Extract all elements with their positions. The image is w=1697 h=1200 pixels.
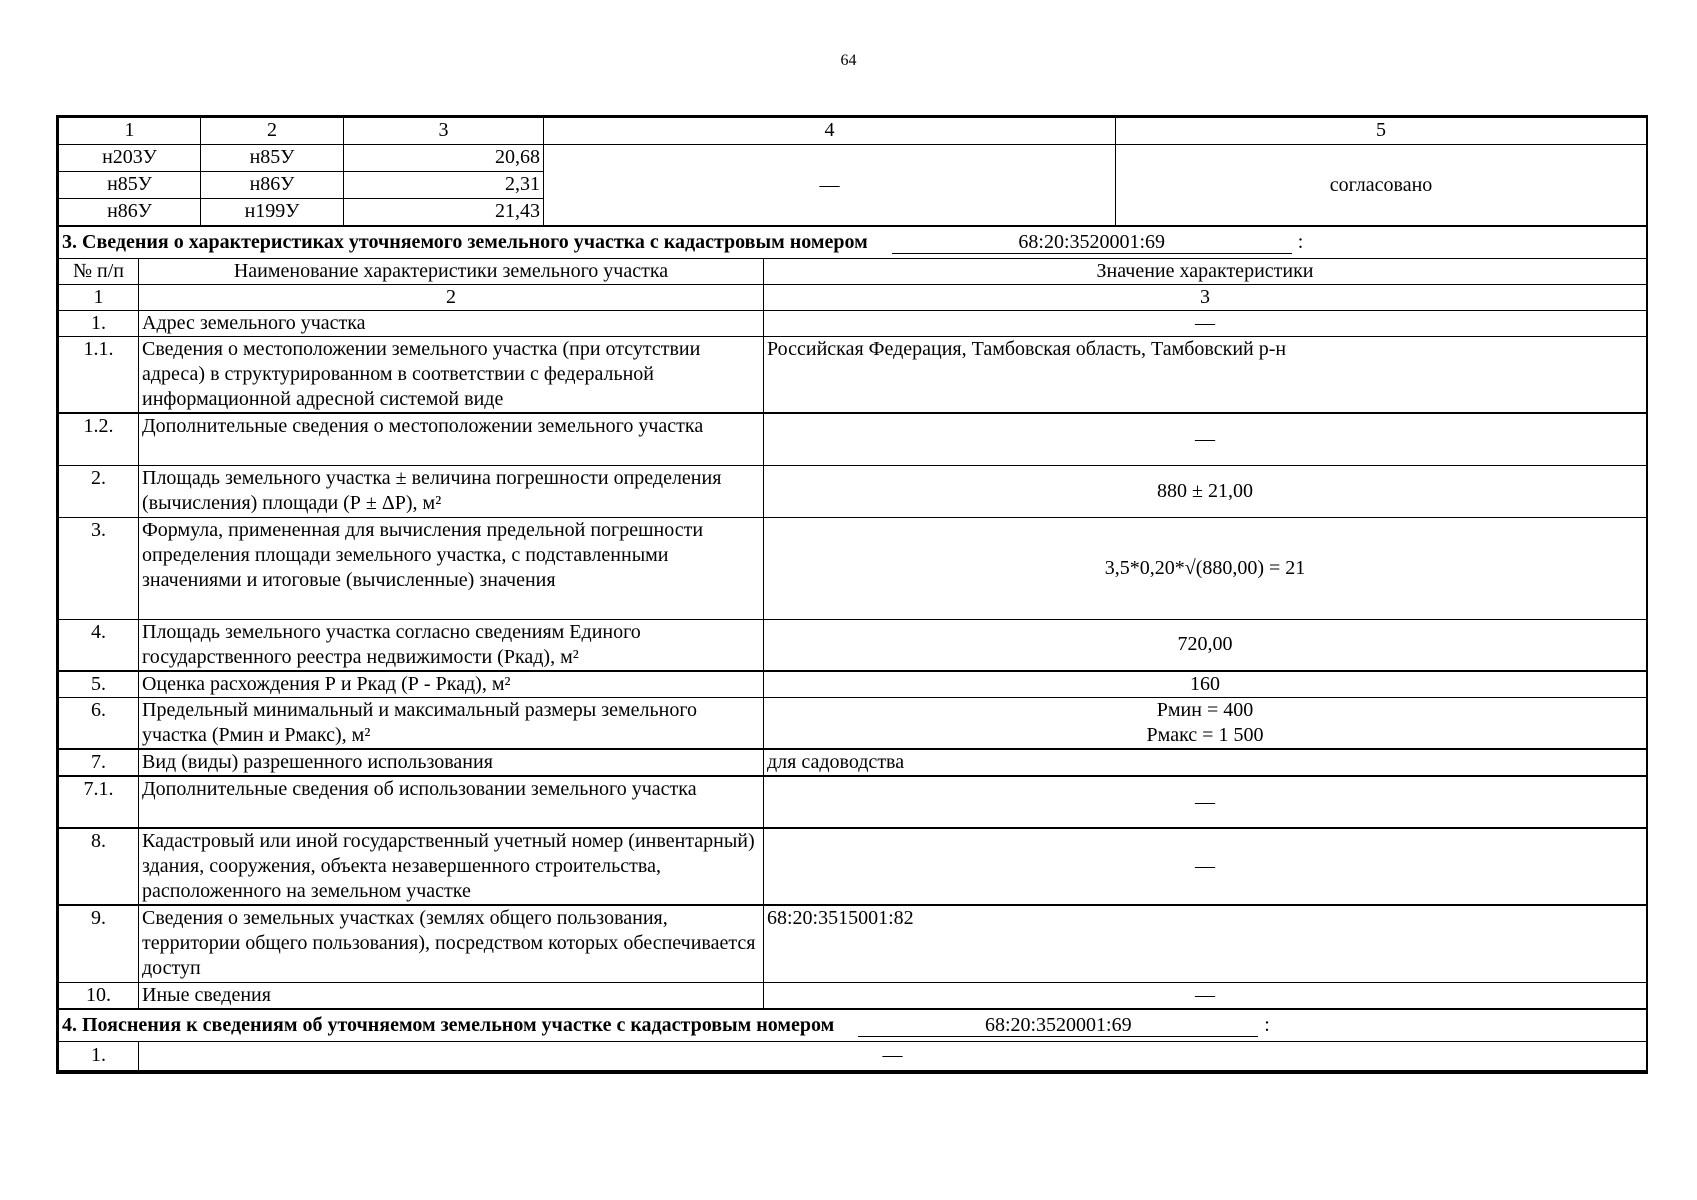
- row-number: 2.: [59, 465, 139, 517]
- column-number-row: [59, 285, 1647, 311]
- area-min: Рмин = 400: [1156, 699, 1254, 721]
- point-from: н203У: [59, 145, 201, 172]
- section3-title-row: [59, 227, 1647, 259]
- point-to: н199У: [201, 199, 344, 226]
- row-name: Кадастровый или иной государственный учетный номер (инвентарный) здания, сооружения, объекта незавершенного строительства, расположенного на земельном участке: [139, 828, 764, 905]
- row-value: —: [764, 413, 1647, 465]
- segment-length: 2,31: [344, 172, 544, 199]
- row-number: 7.1.: [59, 776, 139, 828]
- table-row: [59, 517, 1647, 619]
- table-row: [59, 828, 1647, 905]
- row-number: 3.: [59, 517, 139, 619]
- row-value: Российская Федерация, Тамбовская область, Тамбовский р-н: [764, 337, 1647, 414]
- approval-status: согласовано: [1116, 145, 1647, 226]
- characteristics-header-row: [59, 259, 1647, 285]
- row-name: Дополнительные сведения о местоположении земельного участка: [139, 413, 764, 465]
- row-value: —: [764, 776, 1647, 828]
- boundary-header-3: 3: [344, 118, 544, 145]
- area-max: Рмакс = 1 500: [1146, 724, 1264, 746]
- table-row: [59, 465, 1647, 517]
- section4-title-row: [59, 1009, 1647, 1041]
- characteristics-table: [58, 226, 1647, 1009]
- row-name: Иные сведения: [139, 982, 764, 1008]
- row-value: 3,5*0,20*√(880,00) = 21: [764, 517, 1647, 619]
- boundary-header-1: 1: [59, 118, 201, 145]
- section4-title: 4. Пояснения к сведениям об уточняемом земельном участке с кадастровым номером: [62, 1013, 835, 1036]
- segment-length: 20,68: [344, 145, 544, 172]
- boundary-header-5: 5: [1116, 118, 1647, 145]
- row-name: Сведения о местоположении земельного участка (при отсутствии адреса) в структурированном в соответствии с федеральной информационной адресной системой виде: [139, 337, 764, 414]
- header-value: Значение характеристики: [764, 259, 1647, 285]
- row-number: 1.: [59, 311, 139, 337]
- table-row: [59, 311, 1647, 337]
- row-value: —: [764, 311, 1647, 337]
- point-to: н86У: [201, 172, 344, 199]
- row-value: —: [139, 1041, 1647, 1070]
- page-number: 64: [840, 52, 857, 69]
- row-value: 68:20:3515001:82: [764, 905, 1647, 982]
- table-row: [59, 619, 1647, 671]
- table-row: [59, 749, 1647, 776]
- table-row: [59, 337, 1647, 414]
- table-row: [59, 413, 1647, 465]
- column-number-2: 2: [139, 285, 764, 311]
- header-name: Наименование характеристики земельного участка: [139, 259, 764, 285]
- table-row: [59, 1041, 1647, 1070]
- table-row: [59, 698, 1647, 750]
- row-number: 5.: [59, 671, 139, 698]
- row-name: Дополнительные сведения об использовании земельного участка: [139, 776, 764, 828]
- row-number: 4.: [59, 619, 139, 671]
- header-number: № п/п: [59, 259, 139, 285]
- row-value: [764, 698, 1647, 750]
- point-from: н85У: [59, 172, 201, 199]
- boundary-header-4: 4: [544, 118, 1116, 145]
- row-name: Адрес земельного участка: [139, 311, 764, 337]
- row-name: Предельный минимальный и максимальный размеры земельного участка (Рмин и Рмакс), м²: [139, 698, 764, 750]
- row-value: 720,00: [764, 619, 1647, 671]
- section4-colon: :: [1264, 1013, 1270, 1036]
- table-row: [59, 145, 1647, 172]
- row-name: Формула, примененная для вычисления предельной погрешности определения площади земельного участка, с подставленными значениями и итоговые (вычисленные) значения: [139, 517, 764, 619]
- row-number: 1.: [59, 1041, 139, 1070]
- boundary-table: [58, 117, 1647, 226]
- explanations-table: [58, 1009, 1647, 1071]
- point-from: н86У: [59, 199, 201, 226]
- boundary-header-row: [59, 118, 1647, 145]
- row-name: Сведения о земельных участках (землях общего пользования, территории общего пользования), посредством которых обеспечивается доступ: [139, 905, 764, 982]
- row-number: 1.2.: [59, 413, 139, 465]
- boundary-description: —: [544, 145, 1116, 226]
- row-value: 880 ± 21,00: [764, 465, 1647, 517]
- row-number: 10.: [59, 982, 139, 1008]
- row-value: 160: [764, 671, 1647, 698]
- document-table: [56, 115, 1648, 1074]
- segment-length: 21,43: [344, 199, 544, 226]
- row-value: —: [764, 828, 1647, 905]
- section3-colon: :: [1297, 231, 1304, 253]
- row-name: Вид (виды) разрешенного использования: [139, 749, 764, 776]
- section4-cadastral-number: 68:20:3520001:69: [858, 1014, 1258, 1037]
- row-number: 9.: [59, 905, 139, 982]
- table-row: [59, 905, 1647, 982]
- row-number: 8.: [59, 828, 139, 905]
- boundary-header-2: 2: [201, 118, 344, 145]
- section3-cadastral-number: 68:20:3520001:69: [892, 231, 1292, 254]
- row-name: Площадь земельного участка ± величина погрешности определения (вычисления) площади (Р ± ΔР), м²: [139, 465, 764, 517]
- column-number-3: 3: [764, 285, 1647, 311]
- point-to: н85У: [201, 145, 344, 172]
- section3-title: 3. Сведения о характеристиках уточняемого земельного участка с кадастровым номером: [62, 231, 868, 253]
- column-number-1: 1: [59, 285, 139, 311]
- row-name: Площадь земельного участка согласно сведениям Единого государственного реестра недвижимости (Ркад), м²: [139, 619, 764, 671]
- table-row: [59, 671, 1647, 698]
- section3-title-cell: [59, 227, 1647, 259]
- row-value: для садоводства: [764, 749, 1647, 776]
- row-name: Оценка расхождения Р и Ркад (Р - Ркад), м²: [139, 671, 764, 698]
- row-value: —: [764, 982, 1647, 1008]
- table-row: [59, 776, 1647, 828]
- section4-title-cell: [59, 1009, 1647, 1041]
- table-row: [59, 982, 1647, 1008]
- row-number: 7.: [59, 749, 139, 776]
- row-number: 1.1.: [59, 337, 139, 414]
- row-number: 6.: [59, 698, 139, 750]
